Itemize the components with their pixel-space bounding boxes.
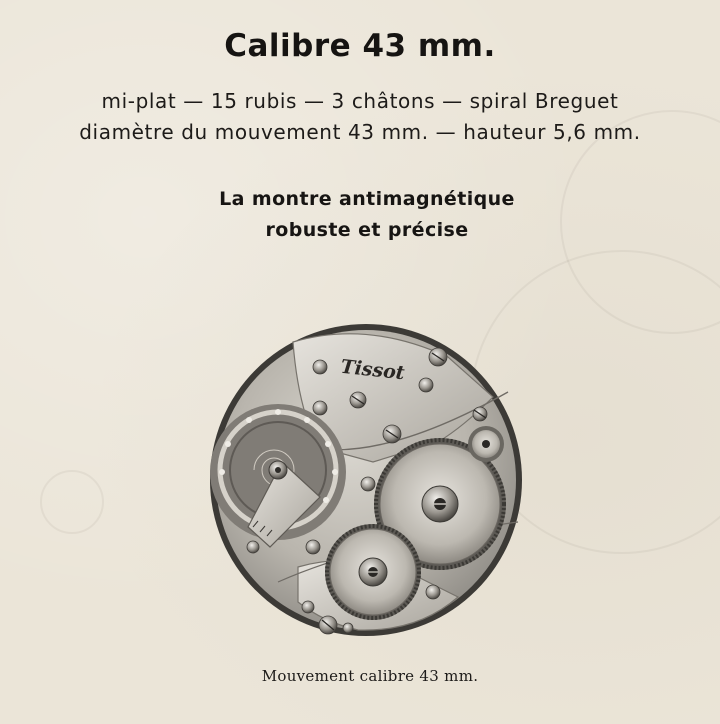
show-through-ring	[40, 470, 104, 534]
tagline-line-2: robuste et précise	[265, 219, 469, 241]
ratchet-wheel	[325, 524, 421, 620]
page-title: Calibre 43 mm.	[224, 28, 496, 64]
small-wheel	[468, 426, 504, 462]
figure-caption: Mouvement calibre 43 mm.	[261, 667, 479, 685]
watch-movement-photo	[208, 322, 528, 642]
brand-engraving: Tissot	[339, 355, 406, 385]
tagline-line-1: La montre antimagnétique	[219, 188, 515, 210]
spec-line-2: diamètre du mouvement 43 mm. — hauteur 5,6 mm.	[79, 120, 641, 144]
spec-line-1: mi-plat — 15 rubis — 3 châtons — spiral Breguet	[101, 89, 619, 113]
